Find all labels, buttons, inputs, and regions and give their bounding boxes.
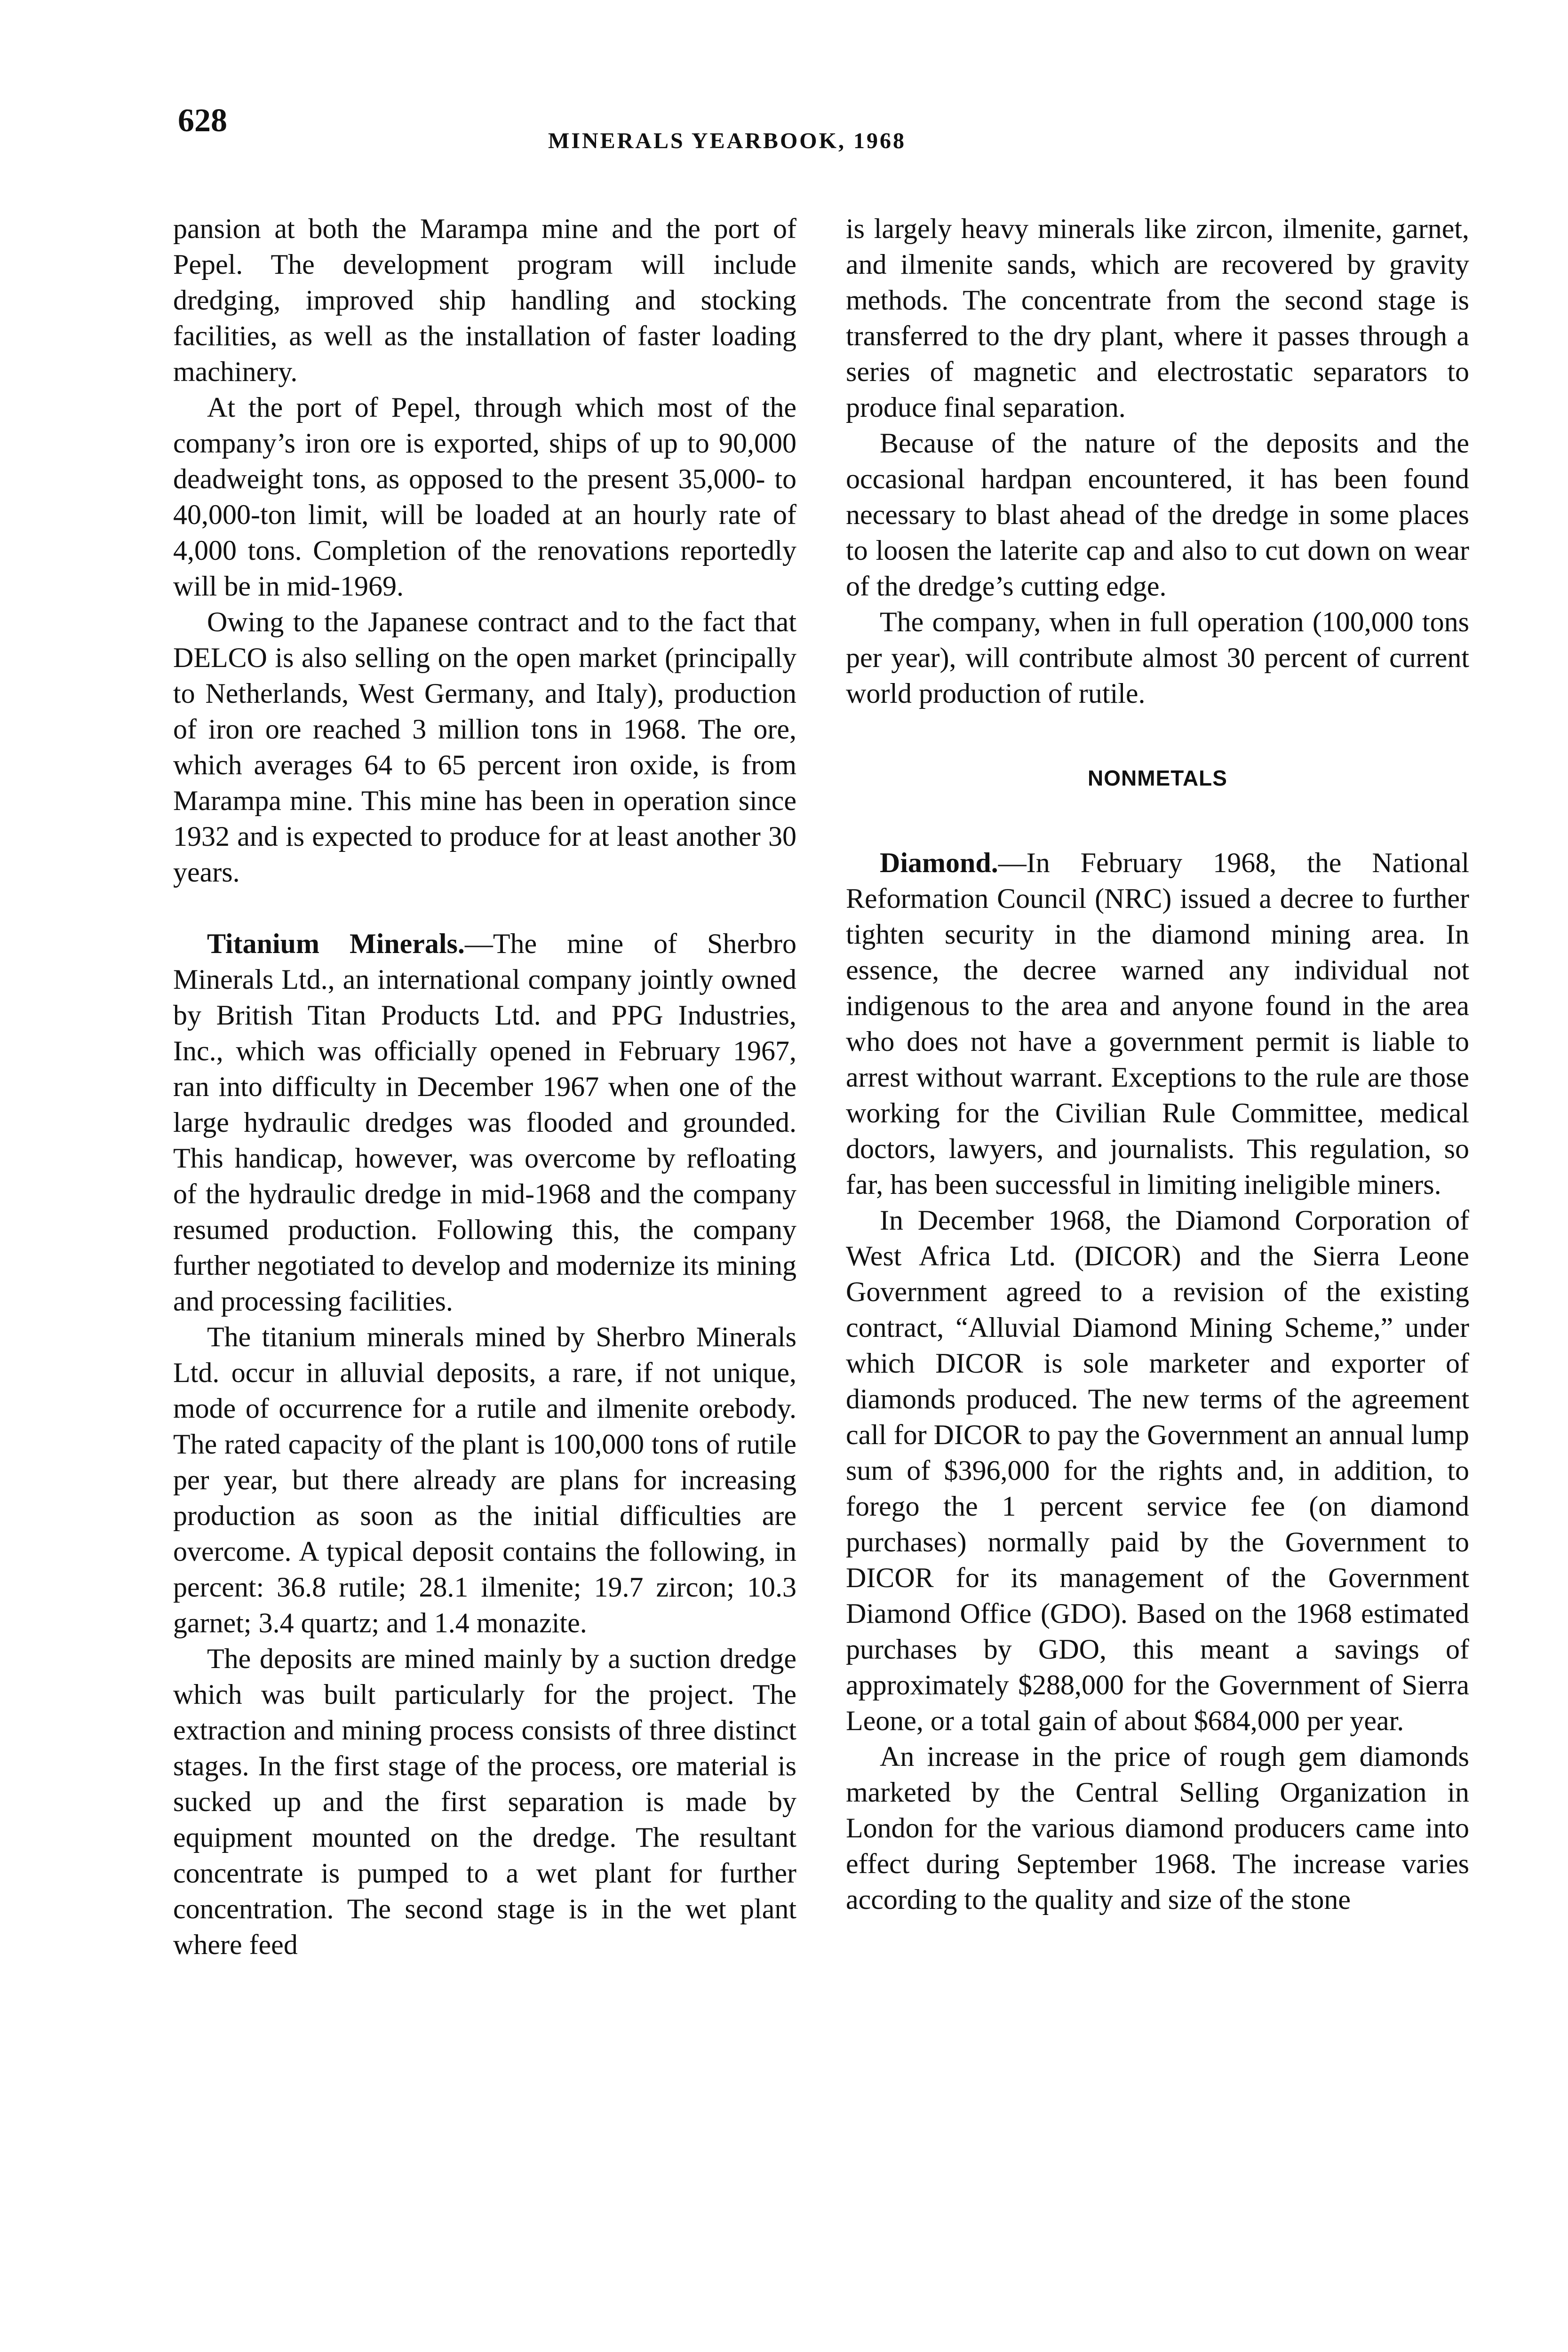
paragraph: At the port of Pepel, through which most of the company’s iron ore is exported, ships of up to 90,000 deadweight tons, as opposed to the present 35,000- to 40,000-ton limit, will be loaded at an hourly rate of 4,000 tons. Completion of the renovations reportedly will be in mid-1969. (173, 392, 796, 602)
paragraph: Owing to the Japanese contract and to the fact that DELCO is also selling on the open market (principally to Netherlands, West Germany, and Italy), production of iron ore reached 3 million tons in 1968. The ore, which averages 64 to 65 percent iron oxide, is from Marampa mine. This mine has been in operation since 1932 and is expected to produce for at least another 30 years. (173, 606, 796, 888)
left-column (173, 211, 796, 1963)
subsection-heading-diamond: Diamond. (880, 847, 998, 878)
paragraph-titanium (173, 926, 796, 1319)
paragraph: An increase in the price of rough gem diamonds marketed by the Central Selling Organization in London for the various diamond producers came into effect during September 1968. The increase varies according to the quality and size of the stone (846, 1741, 1469, 1915)
paragraph: Because of the nature of the deposits and the occasional hardpan encountered, it has been found necessary to blast ahead of the dredge in some places to loosen the laterite cap and also to cut down on wear of the dredge’s cutting edge. (846, 428, 1469, 602)
paragraph-text: —In February 1968, the National Reformation Council (NRC) issued a decree to further tighten security in the diamond mining area. In essence, the decree warned any individual not indigenous to the area and anyone found in the area who does not have a government permit is liable to arrest without warrant. Exceptions to the rule are those working for the Civilian Rule Committee, medical doctors, lawyers, and journalists. This regulation, so far, has been successful in limiting ineligible miners. (846, 847, 1469, 1200)
paragraph: In December 1968, the Diamond Corporation of West Africa Ltd. (DICOR) and the Sierra Leone Government agreed to a revision of the existing contract, “Alluvial Diamond Mining Scheme,” under which DICOR is sole marketer and exporter of diamonds produced. The new terms of the agreement call for DICOR to pay the Government an annual lump sum of $396,000 for the rights and, in addition, to forego the 1 percent service fee (on diamond purchases) normally paid by the Government to DICOR for its management of the Government Diamond Office (GDO). Based on the 1968 estimated purchases by GDO, this meant a savings of approximately $288,000 for the Government of Sierra Leone, or a total gain of about $684,000 per year. (846, 1205, 1469, 1736)
page-number: 628 (178, 103, 227, 139)
subsection-heading-titanium: Titanium Minerals. (207, 928, 465, 959)
paragraph: The company, when in full operation (100,000 tons per year), will contribute almost 30 percent of current world production of rutile. (846, 606, 1469, 709)
paragraph: pansion at both the Marampa mine and the port of Pepel. The development program will include dredging, improved ship handling and stocking facilities, as well as the installation of faster loading machinery. (173, 213, 796, 387)
section-heading-nonmetals: NONMETALS (1088, 766, 1227, 790)
paragraph: The deposits are mined mainly by a suction dredge which was built particularly for the project. The extraction and mining process consists of three distinct stages. In the first stage of the process, ore material is sucked up and the first separation is made by equipment mounted on the dredge. The resultant concentrate is pumped to a wet plant for further concentration. The second stage is in the wet plant where feed (173, 1643, 796, 1960)
right-column (846, 211, 1469, 1917)
paragraph-text: —The mine of Sherbro Minerals Ltd., an international company jointly owned by British Titan Products Ltd. and PPG Industries, Inc., which was officially opened in February 1967, ran into difficulty in December 1967 when one of the large hydraulic dredges was flooded and grounded. This handicap, however, was overcome by refloating of the hydraulic dredge in mid-1968 and the company resumed production. Following this, the company further negotiated to develop and modernize its mining and processing facilities. (173, 928, 796, 1317)
paragraph: is largely heavy minerals like zircon, ilmenite, garnet, and ilmenite sands, which are recovered by gravity methods. The concentrate from the second stage is transferred to the dry plant, where it passes through a series of magnetic and electrostatic separators to produce final separation. (846, 213, 1469, 423)
running-title: MINERALS YEARBOOK, 1968 (548, 128, 906, 153)
paragraph: The titanium minerals mined by Sherbro Minerals Ltd. occur in alluvial deposits, a rare, if not unique, mode of occurrence for a rutile and ilmenite orebody. The rated capacity of the plant is 100,000 tons of rutile per year, but there already are plans for increasing production as soon as the initial difficulties are overcome. A typical deposit contains the following, in percent: 36.8 rutile; 28.1 ilmenite; 19.7 zircon; 10.3 garnet; 3.4 quartz; and 1.4 monazite. (173, 1321, 796, 1638)
paragraph-diamond (846, 845, 1469, 1202)
